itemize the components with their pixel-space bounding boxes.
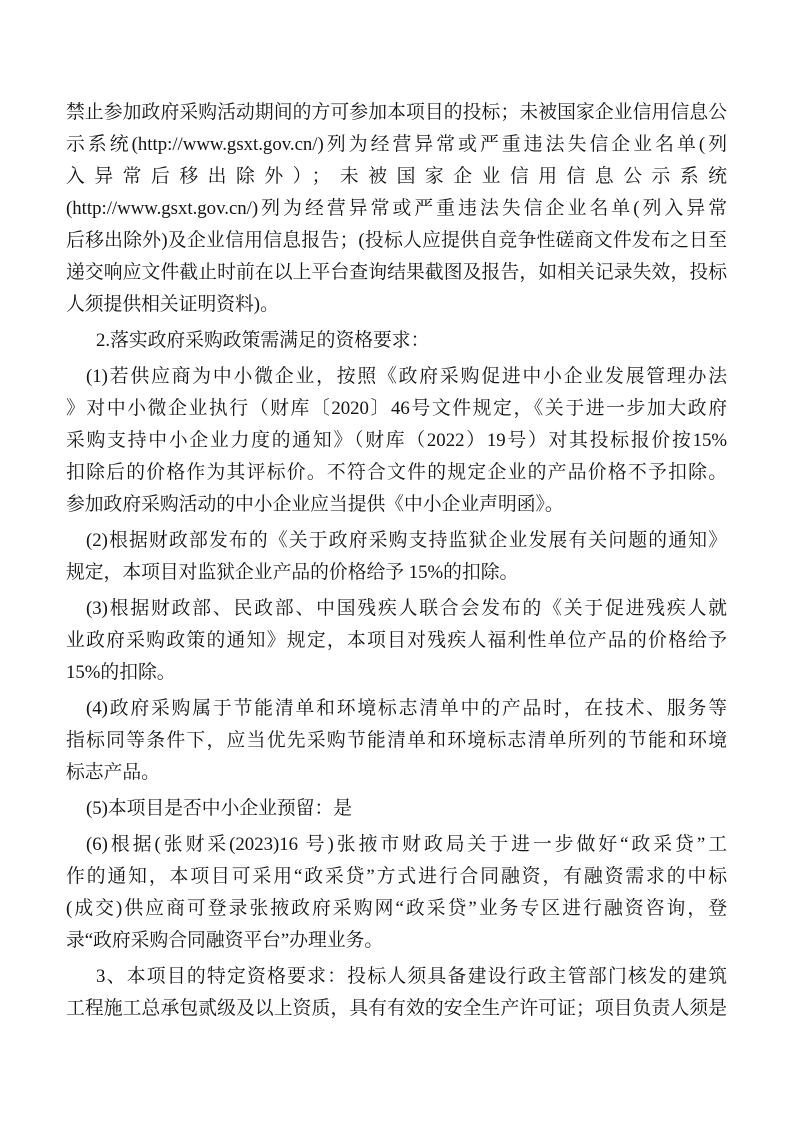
text-line: 禁止参加政府采购活动期间的方可参加本项目的投标；未被国家企业信用信息公 <box>66 102 727 123</box>
paragraph <box>66 361 727 521</box>
text-line: (3)根据财政部、民政部、中国残疾人联合会发布的《关于促进残疾人就 <box>86 598 727 619</box>
paragraph <box>66 693 727 789</box>
text-line: 2.落实政府采购政策需满足的资格要求： <box>96 330 430 351</box>
paragraph <box>66 97 727 321</box>
text-line: (6)根据(张财采(2023)16 号)张掖市财政局关于进一步做好“政采贷”工 <box>86 834 727 855</box>
text-line: (2)根据财政部发布的《关于政府采购支持监狱企业发展有关问题的通知》 <box>86 530 727 551</box>
text-line: 规定，本项目对监狱企业产品的价格给予 15%的扣除。 <box>66 562 519 583</box>
paragraph <box>66 325 727 357</box>
text-line: 扣除后的价格作为其评标价。不符合文件的规定企业的产品价格不予扣除。 <box>66 462 727 483</box>
text-line: 业政府采购政策的通知》规定，本项目对残疾人福利性单位产品的价格给予 <box>66 630 727 651</box>
text-line: 示系统(http://www.gsxt.gov.cn/)列为经营异常或严重违法失信企业名单(列 <box>66 134 727 155</box>
text-line: 3、本项目的特定资格要求：投标人须具备建设行政主管部门核发的建筑 <box>96 966 727 987</box>
text-line: (http://www.gsxt.gov.cn/)列为经营异常或严重违法失信企业名单(列入异常 <box>66 198 727 219</box>
text-line: 录“政府采购合同融资平台”办理业务。 <box>66 930 384 951</box>
document-content <box>66 97 727 1025</box>
text-line: 指标同等条件下，应当优先采购节能清单和环境标志清单所列的节能和环境 <box>66 730 727 751</box>
paragraph <box>66 525 727 589</box>
text-line: 采购支持中小企业力度的通知》（财库（2022）19号）对其投标报价按15% <box>66 430 727 451</box>
text-line: 递交响应文件截止时前在以上平台查询结果截图及报告，如相关记录失效，投标 <box>66 262 727 283</box>
paragraph <box>66 593 727 689</box>
text-line: 》对中小微企业执行（财库〔2020〕46号文件规定，《关于进一步加大政府 <box>66 398 727 419</box>
text-line: 人须提供相关证明资料)。 <box>66 294 279 315</box>
text-line: 工程施工总承包贰级及以上资质，具有有效的安全生产许可证；项目负责人须是 <box>66 998 727 1019</box>
text-line: 入异常后移出除外）；未被国家企业信用信息公示系统 <box>66 166 727 187</box>
text-line: 参加政府采购活动的中小企业应当提供《中小企业声明函》。 <box>66 494 564 515</box>
text-line: (成交)供应商可登录张掖政府采购网“政采贷”业务专区进行融资咨询，登 <box>66 898 727 919</box>
text-line: 15%的扣除。 <box>66 662 176 683</box>
paragraph <box>66 829 727 957</box>
paragraph <box>66 961 727 1025</box>
text-line: (5)本项目是否中小企业预留：是 <box>86 798 353 819</box>
paragraph <box>66 793 727 825</box>
text-line: 作的通知，本项目可采用“政采贷”方式进行合同融资，有融资需求的中标 <box>66 866 727 887</box>
text-line: 标志产品。 <box>66 762 160 783</box>
text-line: 后移出除外)及企业信用信息报告；(投标人应提供自竞争性磋商文件发布之日至 <box>66 230 727 251</box>
text-line: (4)政府采购属于节能清单和环境标志清单中的产品时，在技术、服务等 <box>86 698 727 719</box>
text-line: (1)若供应商为中小微企业，按照《政府采购促进中小企业发展管理办法 <box>86 366 727 387</box>
